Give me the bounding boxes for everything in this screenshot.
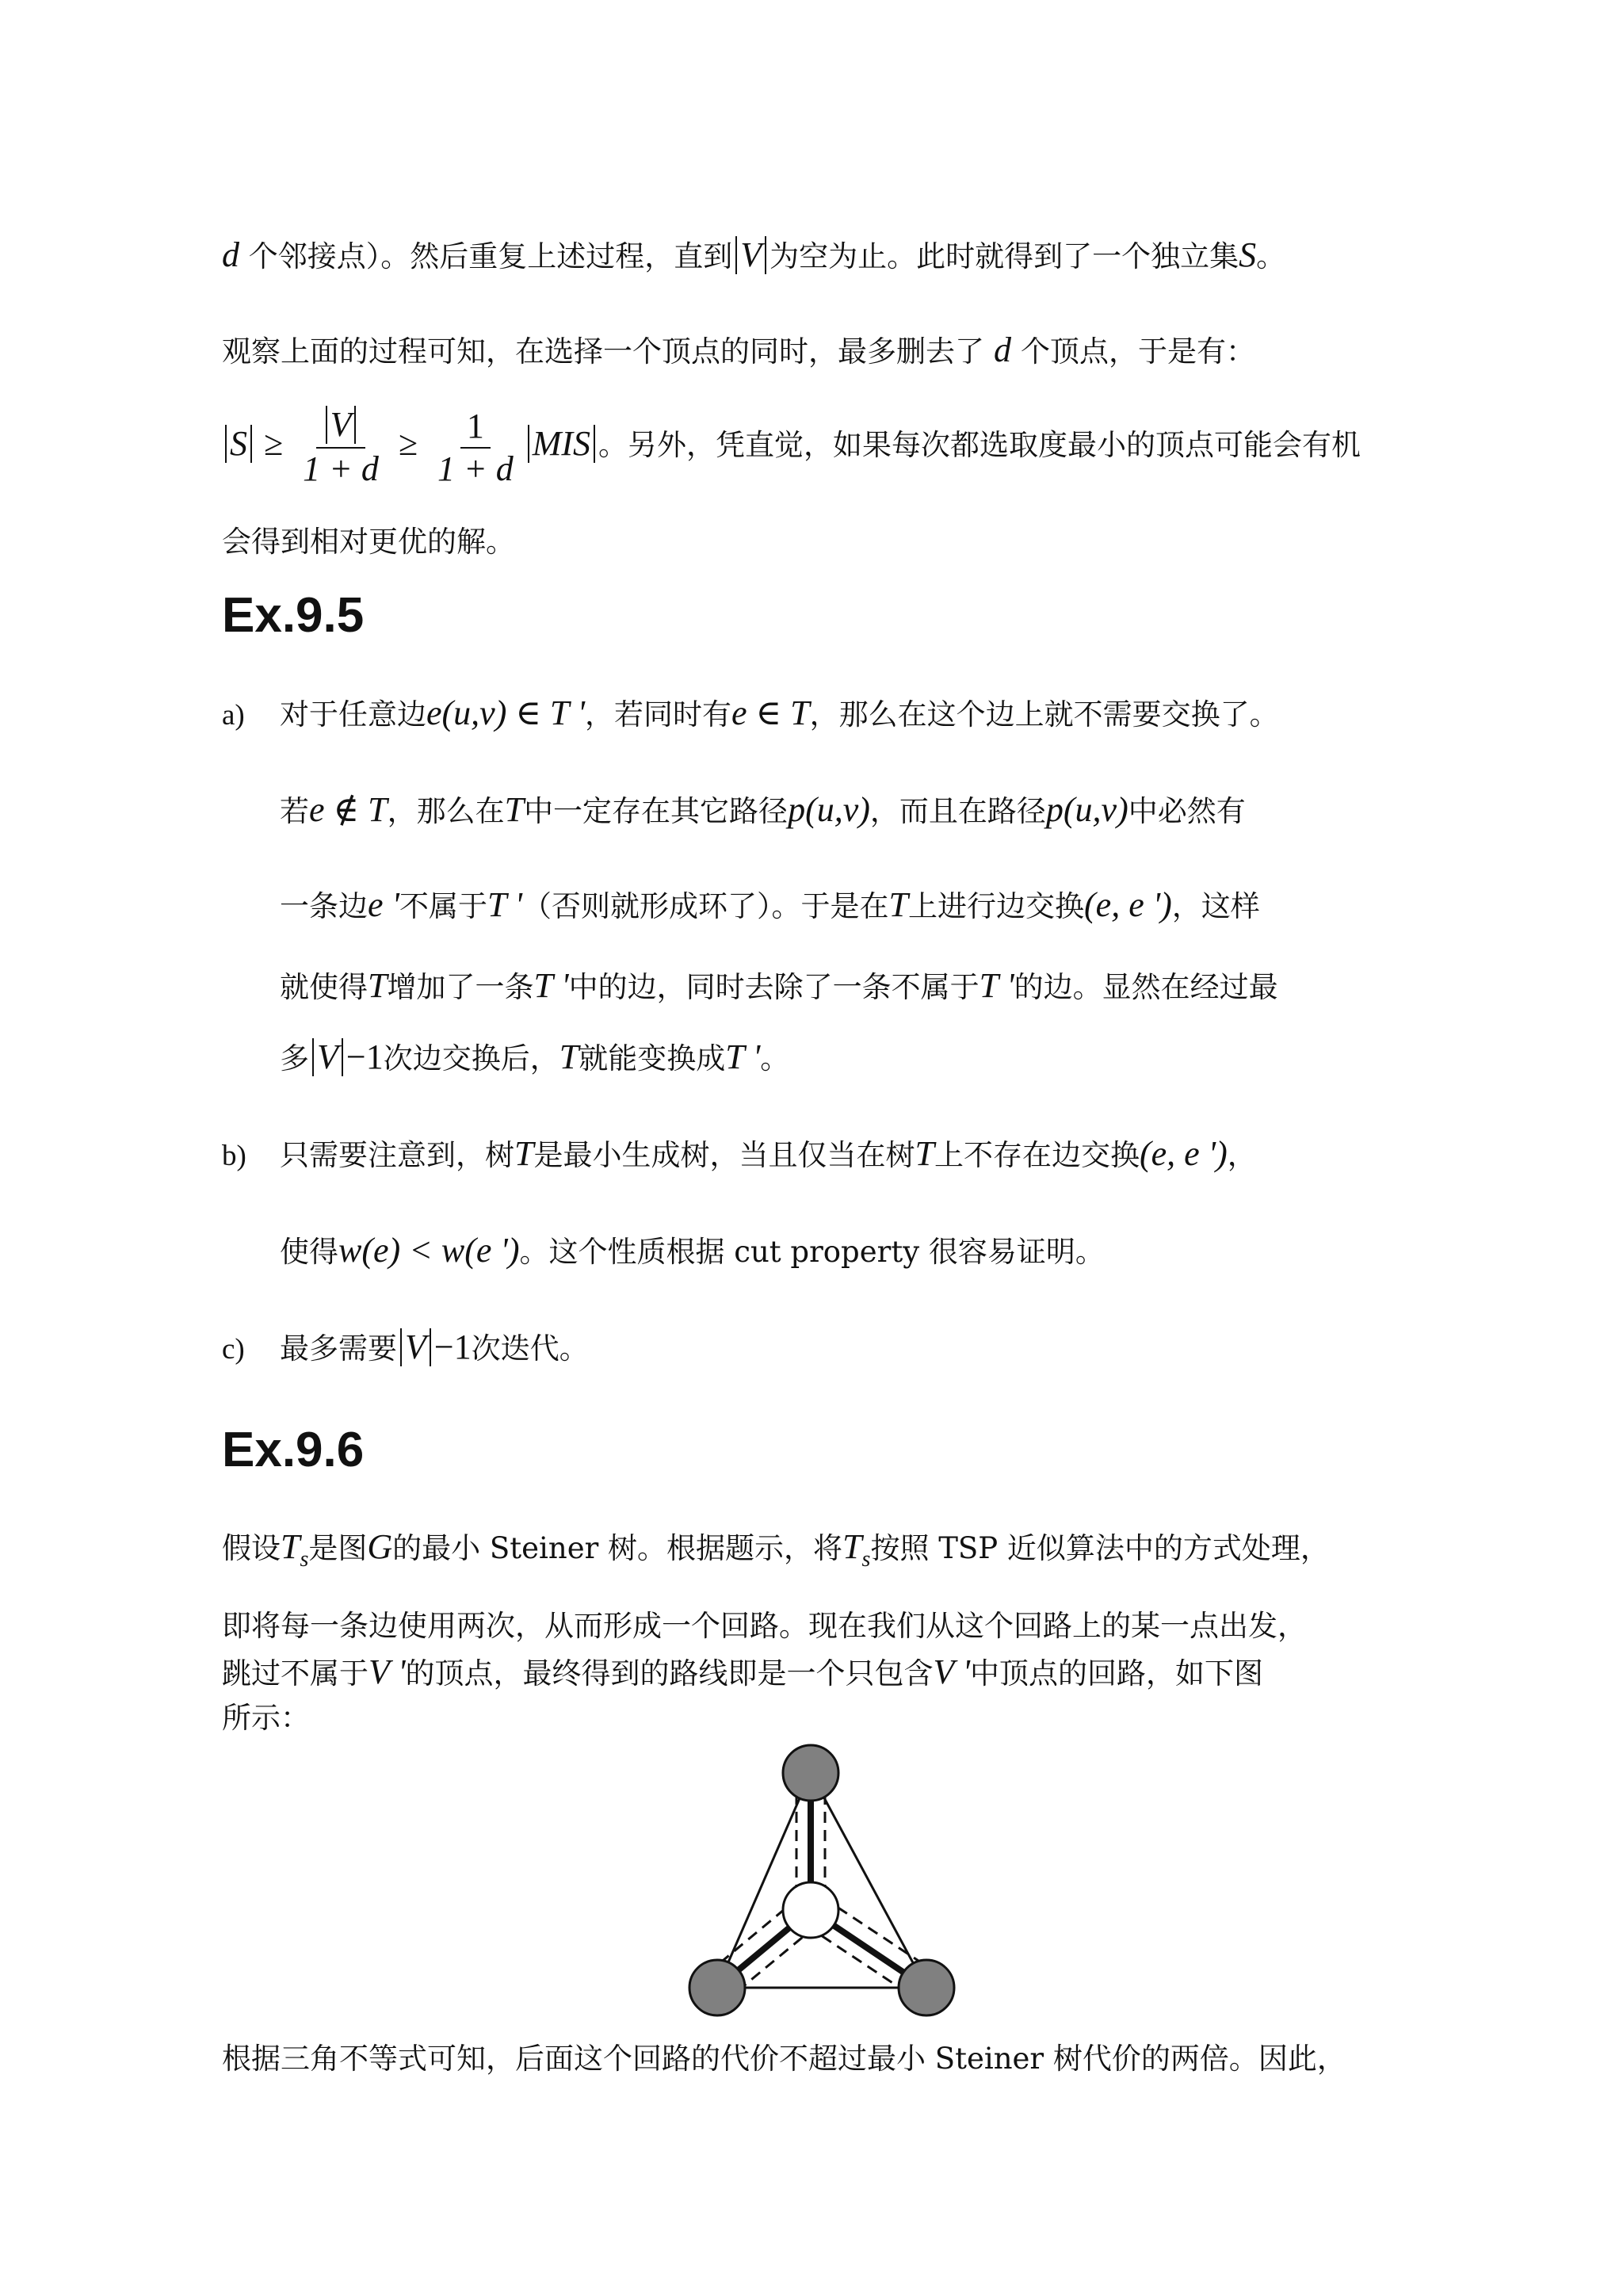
text: 会得到相对更优的解。 <box>222 525 515 559</box>
tour-edge-top-left <box>717 1773 811 1988</box>
text: 中顶点的回路，如下图 <box>970 1656 1263 1690</box>
math: −1 <box>346 1037 384 1076</box>
terminal-node-top <box>783 1745 838 1801</box>
math: T ' <box>487 885 523 924</box>
denominator: 1 + d <box>437 449 514 488</box>
text: 为空为止。此时就得到了一个独立集 <box>769 239 1239 273</box>
math: (e, e ') <box>1084 885 1172 924</box>
math: e ∉ T <box>309 790 388 829</box>
abs-S: S <box>225 425 252 463</box>
math: e ' <box>368 885 399 924</box>
text: 。 <box>1256 239 1286 273</box>
math: T <box>368 966 388 1005</box>
p1-inequality-line <box>222 396 1361 493</box>
math: p(u,v) <box>1045 790 1128 829</box>
math: w(e) < w(e ') <box>338 1231 520 1270</box>
ex95-a-line-2 <box>280 786 1246 835</box>
text: 。另外，凭直觉，如果每次都选取度最小的顶点可能会有机 <box>598 428 1361 462</box>
text: 次迭代。 <box>471 1331 589 1366</box>
item-label-b: b) <box>222 1140 246 1172</box>
text: 假设 <box>222 1531 281 1565</box>
denominator: 1 + d <box>303 449 379 488</box>
ex96-line-1 <box>222 1523 1330 1584</box>
text: 。 <box>760 1041 790 1075</box>
text: 个顶点，于是有： <box>1021 334 1255 369</box>
item-label-c: c) <box>222 1333 245 1366</box>
text: 若 <box>280 794 309 828</box>
geq: ≥ <box>255 424 292 463</box>
subscript: s <box>861 1547 871 1572</box>
math: T <box>888 885 909 924</box>
ex95-a-line-4 <box>280 962 1278 1011</box>
text: 就使得 <box>280 970 368 1004</box>
var-d: d <box>222 235 239 274</box>
ex95-a-line-5 <box>280 1033 789 1083</box>
text: 所示： <box>222 1701 310 1735</box>
ex96-line-2 <box>222 1603 1307 1650</box>
abs-V: V <box>326 406 357 444</box>
text: ，而且在路径 <box>869 794 1046 828</box>
text: 按照 TSP 近似算法中的方式处理， <box>870 1531 1330 1565</box>
text: （否则就形成环了）。于是在 <box>522 889 889 923</box>
math: e ∈ T <box>731 693 810 732</box>
p1-line-1 <box>222 231 1285 281</box>
text: 中一定存在其它路径 <box>524 794 789 828</box>
text: ，那么在这个边上就不需要交换了。 <box>809 697 1279 732</box>
abs-MIS: MIS <box>528 425 595 463</box>
text: ， <box>1227 1138 1257 1172</box>
var-d: d <box>994 330 1011 369</box>
math: T ' <box>979 966 1014 1005</box>
text: 观察上面的过程可知，在选择一个顶点的同时，最多删去了 <box>222 334 984 369</box>
math: V ' <box>933 1652 970 1691</box>
text: 上不存在边交换 <box>934 1138 1140 1172</box>
text: 跳过不属于 <box>222 1656 369 1690</box>
text: 一条边 <box>280 889 368 923</box>
math: V ' <box>369 1652 406 1691</box>
steiner-node-center <box>783 1882 838 1938</box>
text: 。这个性质根据 cut property 很容易证明。 <box>519 1235 1105 1269</box>
text: 使得 <box>280 1235 338 1269</box>
ex95-a-line-3 <box>280 881 1260 930</box>
text: 是图 <box>308 1531 368 1565</box>
text: 上进行边交换 <box>908 889 1085 923</box>
ex95-b-line-2 <box>280 1227 1105 1276</box>
geq: ≥ <box>389 424 427 463</box>
p1-line-4 <box>222 518 515 566</box>
text: ，这样 <box>1171 889 1260 923</box>
math: T <box>842 1527 862 1566</box>
math: T <box>504 790 525 829</box>
ex96-after-diagram-line <box>222 2035 1346 2083</box>
text: 个邻接点）。然后重复上述过程，直到 <box>239 239 733 273</box>
text: 最多需要 <box>280 1331 397 1366</box>
text: 增加了一条 <box>387 970 534 1004</box>
math: −1 <box>433 1328 472 1366</box>
subscript: s <box>300 1547 309 1572</box>
ex95-c-line-1 <box>222 1324 589 1373</box>
math: T <box>915 1134 934 1173</box>
terminal-node-left <box>689 1960 745 2015</box>
tour-edge-top-right <box>811 1773 926 1988</box>
text: 只需要注意到，树 <box>280 1138 514 1172</box>
math: T <box>281 1527 300 1566</box>
section-heading-ex95: Ex.9.5 <box>222 588 365 643</box>
text: 中的边，同时去除了一条不属于 <box>568 970 980 1004</box>
math: T <box>514 1134 534 1173</box>
text: ，若同时有 <box>585 697 732 732</box>
numerator: 1 <box>460 406 491 449</box>
math: (e, e ') <box>1139 1134 1228 1173</box>
terminal-node-right <box>899 1960 954 2015</box>
ex95-b-line-1 <box>222 1130 1257 1180</box>
section-heading-ex96: Ex.9.6 <box>222 1423 365 1477</box>
fraction-1-over-1-plus-d <box>433 406 518 490</box>
ex95-a-line-1 <box>222 690 1279 739</box>
text: ，那么在 <box>387 794 505 828</box>
abs-V: V <box>312 1038 343 1076</box>
text: 对于任意边 <box>280 697 426 732</box>
abs-V: V <box>400 1328 431 1366</box>
text: 的最小 Steiner 树。根据题示，将 <box>392 1531 843 1565</box>
text: 就能变换成 <box>579 1041 726 1075</box>
ex96-line-3 <box>222 1648 1263 1698</box>
math: e(u,v) ∈ T ' <box>426 693 586 732</box>
steiner-tree-diagram <box>666 1732 967 2033</box>
math: T ' <box>725 1037 761 1076</box>
math: p(u,v) <box>788 790 870 829</box>
p1-line-2 <box>222 327 1255 376</box>
math: T ' <box>533 966 569 1005</box>
text: 中必然有 <box>1128 794 1246 828</box>
math: G <box>367 1527 393 1566</box>
var-S: S <box>1239 235 1257 274</box>
math: T <box>559 1037 579 1076</box>
text: 的边。显然在经过最 <box>1014 970 1278 1004</box>
text: 的顶点，最终得到的路线即是一个只包含 <box>405 1656 934 1690</box>
fraction-V-over-1-plus-d <box>298 406 384 490</box>
text: 即将每一条边使用两次，从而形成一个回路。现在我们从这个回路上的某一点出发， <box>222 1609 1307 1643</box>
abs-V: V <box>735 236 766 274</box>
ex96-line-4 <box>222 1694 310 1742</box>
text: 多 <box>280 1041 309 1075</box>
text: 不属于 <box>399 889 487 923</box>
text: 根据三角不等式可知，后面这个回路的代价不超过最小 Steiner 树代价的两倍。因此， <box>222 2042 1346 2076</box>
text: 是最小生成树，当且仅当在树 <box>533 1138 915 1172</box>
item-label-a: a) <box>222 699 245 732</box>
text: 次边交换后， <box>383 1041 559 1075</box>
